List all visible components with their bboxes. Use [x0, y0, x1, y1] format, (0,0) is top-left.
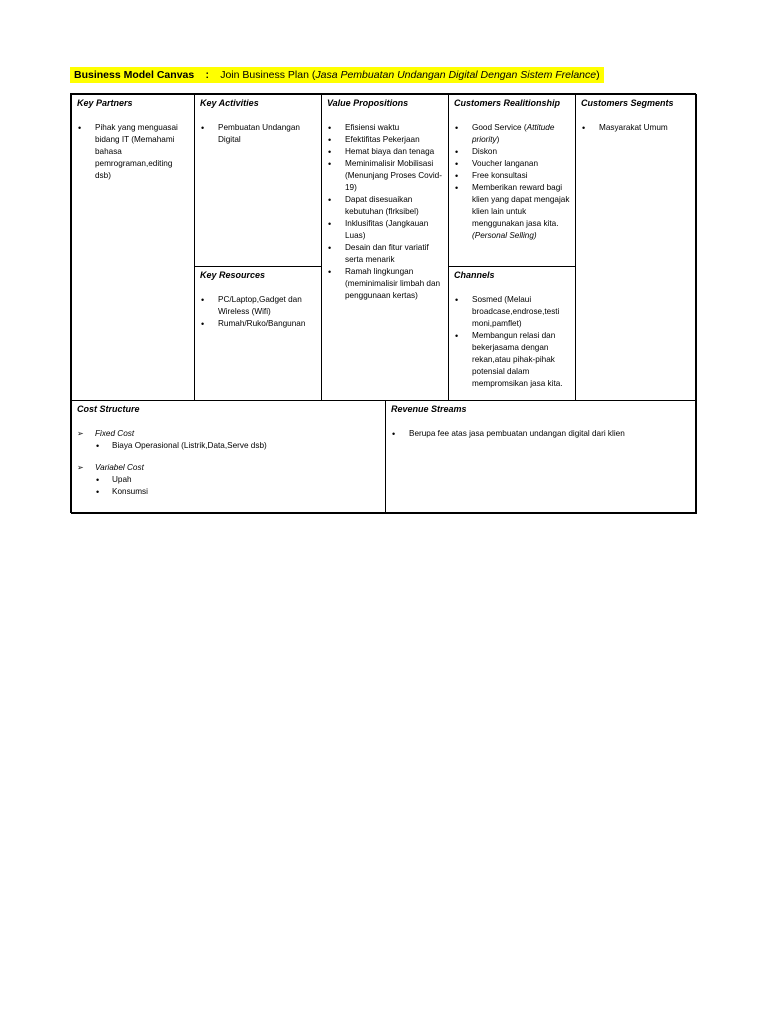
list-item	[454, 122, 570, 146]
customer-segments-cell	[575, 94, 697, 401]
list-item: • Ramah lingkungan (meminimalisir limbah dan penggunaan kertas)	[327, 266, 443, 302]
key-partners-cell	[71, 94, 195, 401]
value-propositions-heading: Value Propositions	[327, 98, 409, 108]
customer-relationship-heading: Customers Realitionship	[454, 98, 561, 108]
list-item: • Sosmed (Melaui broadcase,endrose,testi moni,pamflet)	[454, 294, 570, 330]
list-item: • Biaya Operasional (Listrik,Data,Serve dsb)	[95, 440, 380, 452]
variable-cost-group	[77, 462, 380, 498]
customer-relationship-cell	[448, 94, 576, 267]
business-model-canvas	[70, 93, 696, 513]
revenue-streams-list	[391, 428, 691, 440]
list-item: • Upah	[95, 474, 380, 486]
list-item: • Inklusifitas (Jangkauan Luas)	[327, 218, 443, 242]
key-resources-heading: Key Resources	[200, 270, 266, 280]
title-plan: Join Business Plan (	[220, 69, 316, 81]
customer-relationship-list	[454, 122, 570, 242]
key-partners-list	[77, 122, 189, 182]
key-activities-list	[200, 122, 316, 146]
channels-cell	[448, 266, 576, 401]
list-item: • Pihak yang menguasai bidang IT (Memahami bahasa pemrograman,editing dsb)	[77, 122, 189, 182]
variable-cost-list	[95, 474, 380, 498]
list-item: • Hemat biaya dan tenaga	[327, 146, 443, 158]
list-item: • Diskon	[454, 146, 570, 158]
good-service-close: )	[496, 135, 500, 144]
cost-structure-heading: Cost Structure	[77, 404, 140, 414]
value-propositions-cell	[321, 94, 449, 401]
list-item: • Efisiensi waktu	[327, 122, 443, 134]
revenue-streams-cell	[385, 400, 697, 514]
document-title	[70, 67, 604, 83]
list-item: • PC/Laptop,Gadget dan Wireless (Wifi)	[200, 294, 316, 318]
customer-segments-list	[581, 122, 691, 134]
good-service-text: Good Service (	[472, 123, 527, 132]
fixed-cost-label: ➢ Fixed Cost	[95, 429, 135, 438]
list-item: • Voucher langanan	[454, 158, 570, 170]
list-item: • Pembuatan Undangan Digital	[200, 122, 316, 146]
channels-heading: Channels	[454, 270, 495, 280]
title-separator: :	[205, 69, 209, 81]
title-plan-close: )	[596, 69, 600, 81]
list-item: • Masyarakat Umum	[581, 122, 691, 134]
title-label: Business Model Canvas	[74, 69, 195, 81]
list-item: • Free konsultasi	[454, 170, 570, 182]
list-item: • Membangun relasi dan bekerjasama dengan rekan,atau pihak-pihak potensial dalam mempromsikan jasa kita.	[454, 330, 570, 390]
good-service-italic: Attitude priority	[472, 123, 555, 144]
title-plan-italic: Jasa Pembuatan Undangan Digital Dengan Sistem Frelance	[315, 69, 597, 81]
customer-segments-heading: Customers Segments	[581, 98, 674, 108]
key-resources-list	[200, 294, 316, 330]
list-item: • Efektifitas Pekerjaan	[327, 134, 443, 146]
cost-structure-list	[77, 428, 380, 498]
cost-structure-cell	[71, 400, 386, 514]
list-item: • Rumah/Ruko/Bangunan	[200, 318, 316, 330]
variable-cost-label: ➢ Variabel Cost	[95, 463, 144, 472]
key-activities-heading: Key Activities	[200, 98, 259, 108]
reward-text: Memberikan reward bagi klien yang dapat mengajak klien lain untuk menggunakan jasa kita.	[472, 183, 570, 228]
list-item: • Meminimalisir Mobilisasi (Menunjang Proses Covid-19)	[327, 158, 443, 194]
key-resources-cell	[194, 266, 322, 401]
key-partners-heading: Key Partners	[77, 98, 133, 108]
fixed-cost-list	[95, 440, 380, 452]
list-item: • Konsumsi	[95, 486, 380, 498]
list-item: • Desain dan fitur variatif serta menarik	[327, 242, 443, 266]
fixed-cost-group	[77, 428, 380, 452]
list-item: • Berupa fee atas jasa pembuatan undangan digital dari klien	[391, 428, 691, 440]
key-activities-cell	[194, 94, 322, 267]
list-item	[454, 182, 570, 242]
value-propositions-list	[327, 122, 443, 302]
channels-list	[454, 294, 570, 390]
list-item: • Dapat disesuaikan kebutuhan (flrksibel)	[327, 194, 443, 218]
reward-italic: (Personal Selling)	[472, 231, 537, 240]
revenue-streams-heading: Revenue Streams	[391, 404, 467, 414]
